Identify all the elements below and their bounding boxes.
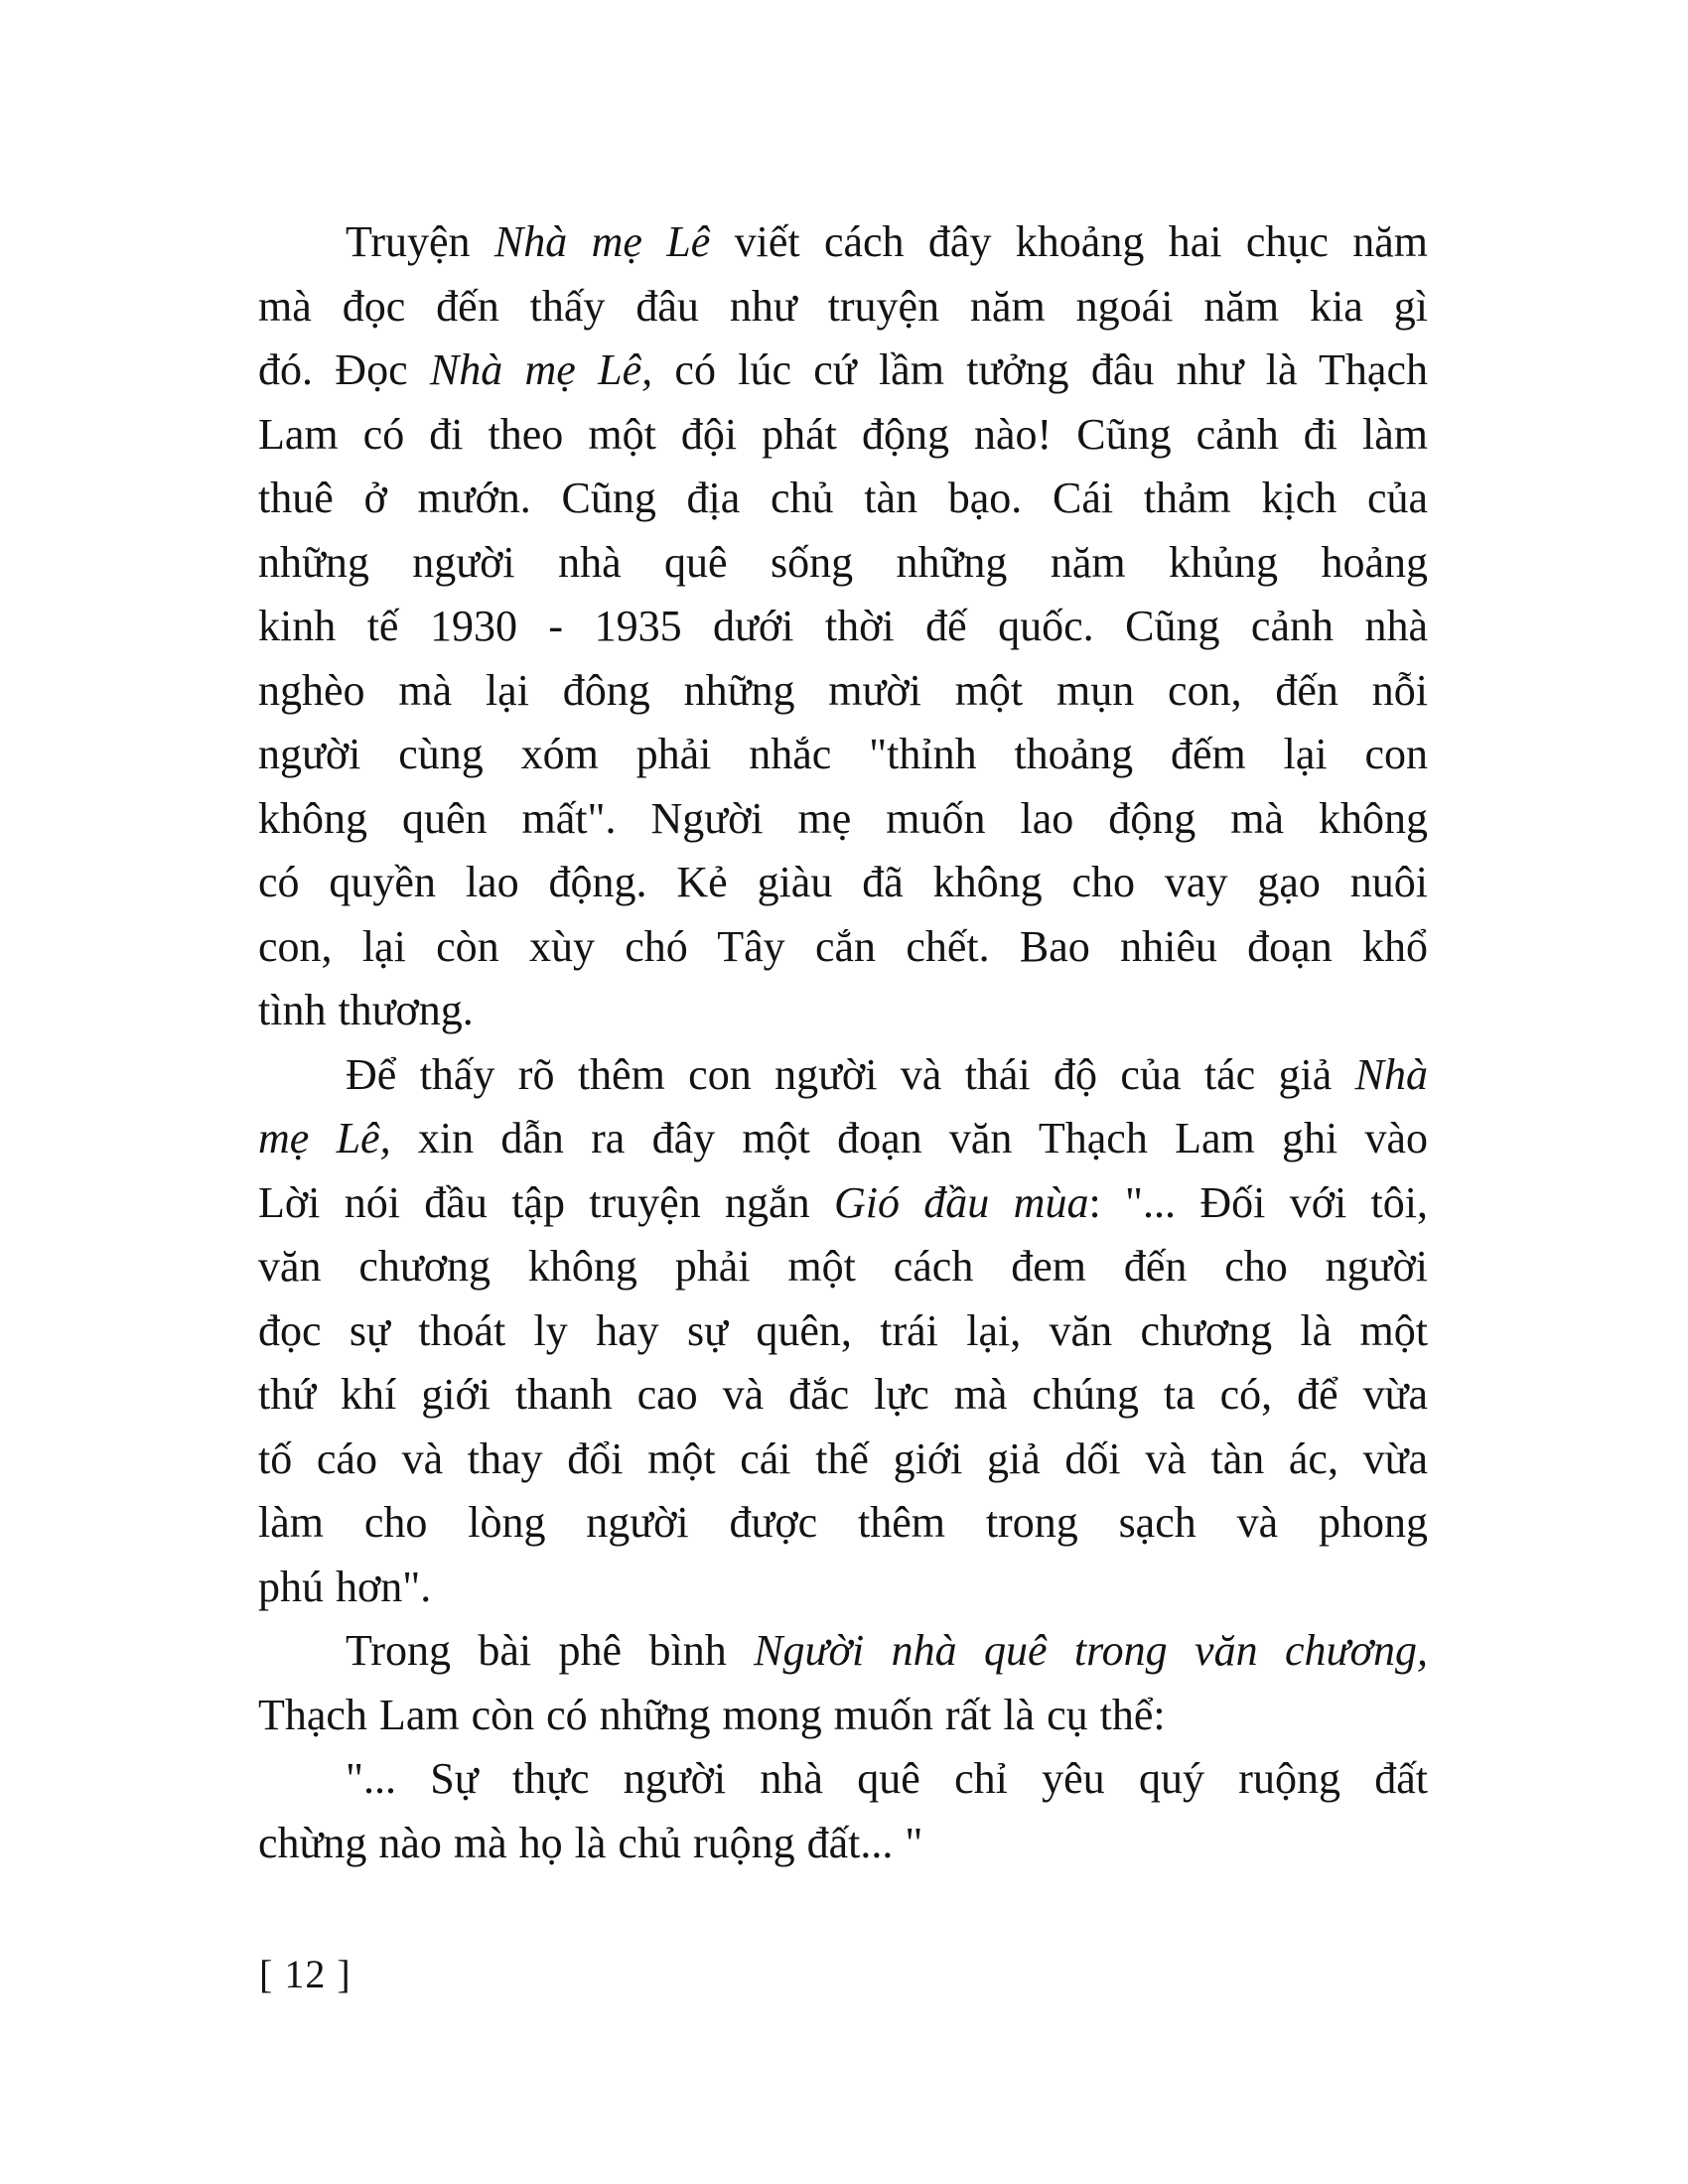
text-run: Thạch Lam còn có những mong muốn rất là cụ thể:	[258, 1690, 1166, 1739]
text-run: xin dẫn ra đây một đoạn văn Thạch Lam ghi vào	[390, 1114, 1428, 1162]
italic-text-run: mẹ Lê,	[258, 1114, 391, 1162]
text-run: kinh tế 1930 - 1935 dưới thời đế quốc. Cũng cảnh nhà	[258, 602, 1428, 650]
text-line	[258, 1684, 1428, 1748]
text-line	[258, 723, 1428, 787]
text-run: không quên mất". Người mẹ muốn lao động mà không	[258, 793, 1428, 843]
text-run: viết cách đây khoảng hai chục năm	[710, 217, 1428, 266]
text-run: người cùng xóm phải nhắc "thỉnh thoảng đếm lại con	[258, 730, 1428, 778]
text-line	[258, 1235, 1428, 1299]
text-run: Lời nói đầu tập truyện ngắn	[258, 1177, 834, 1227]
text-run: tình thương.	[258, 986, 474, 1034]
body-text	[258, 210, 1428, 1875]
italic-text-run: Nhà mẹ Lê,	[429, 345, 653, 394]
text-line	[258, 1812, 1428, 1876]
text-line	[258, 467, 1428, 531]
text-run: có lúc cứ lầm tưởng đâu như là Thạch	[652, 345, 1428, 394]
text-line	[258, 339, 1428, 403]
text-line	[258, 659, 1428, 724]
text-run: chừng nào mà họ là chủ ruộng đất... "	[258, 1818, 923, 1867]
text-run: nghèo mà lại đông những mười một mụn con, đến nỗi	[258, 665, 1428, 715]
text-line	[258, 1619, 1428, 1684]
text-line	[258, 787, 1428, 852]
page-number: [ 12 ]	[259, 1952, 352, 1996]
text-run: Trong bài phê bình	[346, 1626, 755, 1675]
text-run: những người nhà quê sống những năm khủng hoảng	[258, 537, 1428, 587]
text-run: Lam có đi theo một đội phát động nào! Cũng cảnh đi làm	[258, 409, 1428, 459]
italic-text-run: Nhà	[1354, 1049, 1428, 1099]
text-run: đó. Đọc	[258, 345, 430, 394]
text-line	[258, 1491, 1428, 1556]
text-run: làm cho lòng người được thêm trong sạch và phong	[258, 1498, 1428, 1547]
text-run: văn chương không phải một cách đem đến cho người	[258, 1242, 1428, 1291]
text-line	[258, 595, 1428, 659]
text-line	[258, 275, 1428, 340]
text-line	[258, 851, 1428, 915]
text-run: Để thấy rõ thêm con người và thái độ của tác giả	[346, 1049, 1355, 1099]
text-line	[258, 1363, 1428, 1428]
text-run: mà đọc đến thấy đâu như truyện năm ngoái năm kia gì	[258, 281, 1428, 331]
text-line	[258, 1747, 1428, 1812]
text-line	[258, 1556, 1428, 1620]
text-line	[258, 1107, 1428, 1171]
italic-text-run: Nhà mẹ Lê	[493, 217, 711, 266]
text-run: : "... Đối với tôi,	[1088, 1177, 1429, 1227]
text-line	[258, 210, 1428, 275]
text-run: thứ khí giới thanh cao và đắc lực mà chúng ta có, để vừa	[258, 1370, 1428, 1419]
text-run: tố cáo và thay đổi một cái thế giới giả dối và tàn ác, vừa	[258, 1433, 1428, 1483]
text-line	[258, 531, 1428, 596]
text-line	[258, 1171, 1428, 1236]
text-run: con, lại còn xùy chó Tây cắn chết. Bao nhiêu đoạn khổ	[258, 921, 1428, 971]
text-run: có quyền lao động. Kẻ giàu đã không cho vay gạo nuôi	[258, 858, 1428, 906]
text-run: Truyện	[346, 217, 494, 266]
text-line	[258, 979, 1428, 1043]
italic-text-run: Người nhà quê trong văn chương,	[754, 1626, 1428, 1675]
text-line	[258, 1043, 1428, 1108]
text-line	[258, 1299, 1428, 1364]
text-line	[258, 1428, 1428, 1492]
text-run: phú hơn".	[258, 1562, 432, 1611]
text-line	[258, 403, 1428, 468]
text-run: thuê ở mướn. Cũng địa chủ tàn bạo. Cái thảm kịch của	[258, 474, 1428, 522]
text-run: "... Sự thực người nhà quê chỉ yêu quý ruộng đất	[346, 1754, 1428, 1803]
italic-text-run: Gió đầu mùa	[833, 1177, 1089, 1227]
text-line	[258, 915, 1428, 980]
text-run: đọc sự thoát ly hay sự quên, trái lại, văn chương là một	[258, 1305, 1428, 1355]
